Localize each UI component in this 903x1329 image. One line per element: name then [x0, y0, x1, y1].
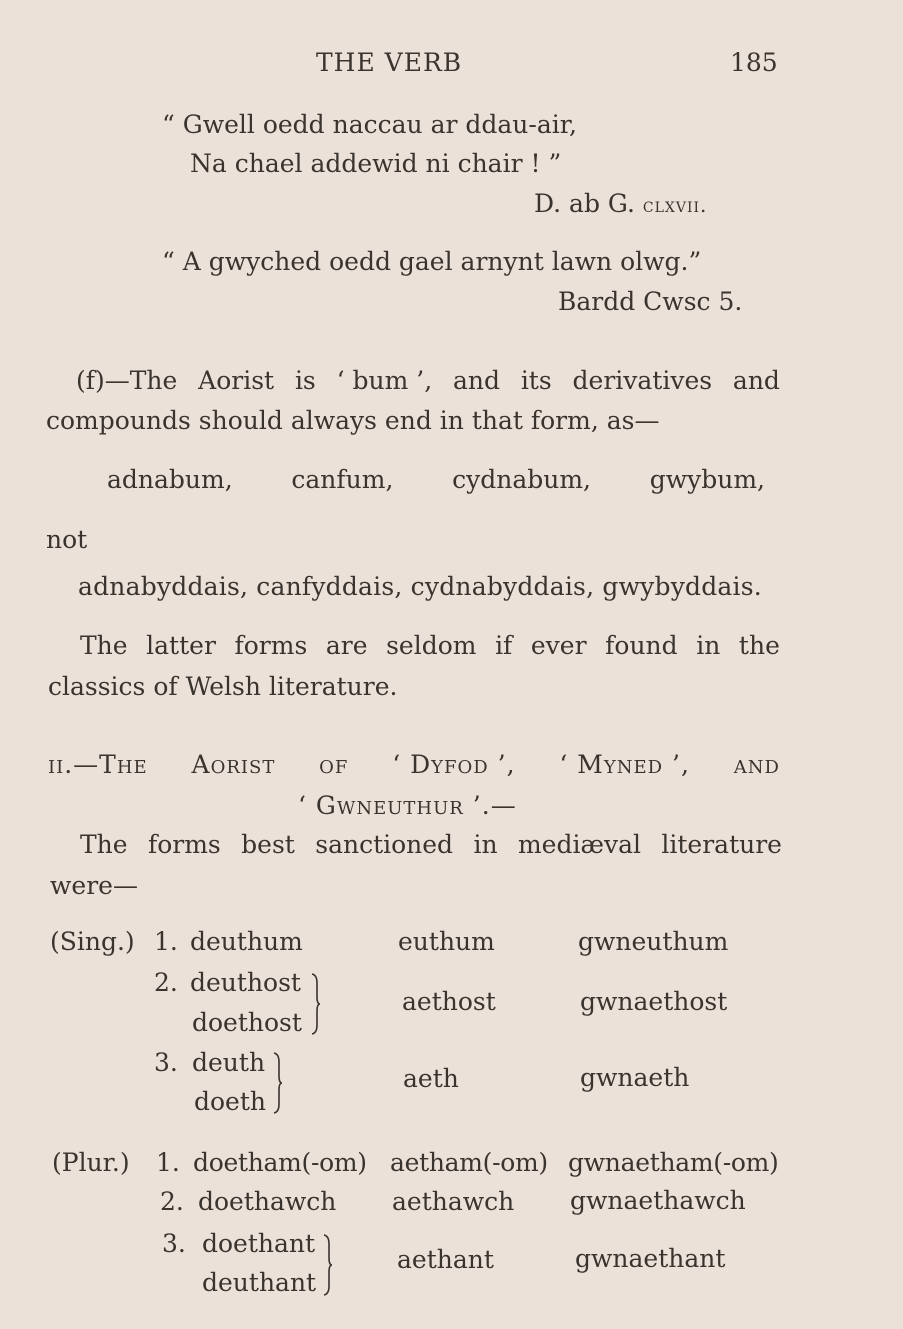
word: (f)—The: [76, 366, 178, 395]
example-word: canfum,: [291, 465, 394, 494]
plural-row3-number: 3.: [162, 1229, 186, 1258]
section-ii-heading-line2: ‘ Gwneuthur ’.—: [298, 791, 517, 820]
word: The: [80, 631, 128, 660]
section-f-para-line2: compounds should always end in that form, as—: [46, 406, 660, 435]
word: is: [294, 366, 316, 395]
singular-row2-myned: aethost: [402, 987, 496, 1016]
singular-row3-myned: aeth: [403, 1064, 459, 1093]
quote1-source-ref: clxvii.: [642, 193, 708, 217]
plural-row1-number: 1.: [156, 1148, 180, 1177]
plural-row1-dyfod: doetham(-om): [193, 1148, 367, 1177]
plural-row3-dyfod-b: deuthant: [202, 1268, 317, 1297]
quote1-line2: Na chael addewid ni chair ! ”: [190, 149, 562, 178]
singular-row3-gwneuthur: gwnaeth: [580, 1063, 690, 1092]
word: The: [80, 830, 128, 859]
word: and: [732, 366, 780, 395]
note-line2: classics of Welsh literature.: [48, 672, 398, 701]
singular-label: (Sing.): [50, 927, 135, 956]
example-word: adnabum,: [107, 465, 233, 494]
word: Aorist: [198, 366, 275, 395]
singular-row2-dyfod-a: deuthost: [190, 968, 301, 997]
word: if: [495, 631, 513, 660]
word: are: [325, 631, 368, 660]
not-label: not: [46, 525, 88, 554]
singular-row3-dyfod-b: doeth: [194, 1087, 266, 1116]
word: in: [696, 631, 721, 660]
plural-label: (Plur.): [52, 1148, 130, 1177]
word: forms: [147, 830, 221, 859]
plural-row3-myned: aethant: [397, 1245, 494, 1274]
quote1-source: [534, 189, 707, 220]
word: literature: [661, 830, 782, 859]
heading-word: Aorist: [191, 750, 276, 779]
running-title: THE VERB: [316, 48, 463, 77]
page-number: 185: [730, 48, 778, 77]
plural-row1-gwneuthur: gwnaetham(-om): [568, 1148, 779, 1177]
word: forms: [234, 631, 308, 660]
singular-row2-gwneuthur: gwnaethost: [580, 987, 728, 1016]
singular-row1-gwneuthur: gwneuthum: [578, 927, 729, 956]
heading-word: ‘ Myned ’,: [559, 750, 690, 779]
brace-icon: [311, 973, 321, 1035]
example-word: gwybum,: [649, 465, 765, 494]
heading-word: ii.—The: [48, 750, 148, 779]
examples-row: [107, 465, 765, 495]
singular-row2-number: 2.: [154, 968, 178, 997]
plural-row1-myned: aetham(-om): [390, 1148, 548, 1177]
counter-examples: adnabyddais, canfyddais, cydnabyddais, gwybyddais.: [78, 572, 762, 601]
word: latter: [146, 631, 216, 660]
example-word: cydnabum,: [452, 465, 591, 494]
singular-row3-number: 3.: [154, 1048, 178, 1077]
word: ever: [530, 631, 587, 660]
intro-line2: were—: [50, 871, 138, 900]
singular-row3-dyfod-a: deuth: [192, 1048, 266, 1077]
heading-word: ‘ Dyfod ’,: [392, 750, 516, 779]
plural-row2-myned: aethawch: [392, 1187, 515, 1216]
word: in: [473, 830, 498, 859]
singular-row1-number: 1.: [154, 927, 178, 956]
brace-icon: [323, 1234, 333, 1296]
heading-word: of: [319, 750, 349, 779]
word: sanctioned: [315, 830, 454, 859]
plural-row2-number: 2.: [160, 1187, 184, 1216]
singular-row1-myned: euthum: [398, 927, 495, 956]
singular-row2-dyfod-b: doethost: [192, 1008, 302, 1037]
plural-row2-dyfod: doethawch: [198, 1187, 337, 1216]
word: seldom: [386, 631, 477, 660]
section-f-para-line1: [76, 366, 780, 396]
word: ‘ bum ’,: [336, 366, 433, 395]
word: best: [241, 830, 295, 859]
intro-line1: [80, 830, 782, 860]
plural-row2-gwneuthur: gwnaethawch: [570, 1186, 746, 1215]
quote1-line1: “ Gwell oedd naccau ar ddau-air,: [162, 110, 577, 139]
word: its: [520, 366, 552, 395]
word: the: [738, 631, 780, 660]
section-ii-heading-line1: [48, 750, 780, 780]
word: mediæval: [517, 830, 641, 859]
word: and: [452, 366, 500, 395]
note-line1: [80, 631, 780, 661]
quote2-source: Bardd Cwsc 5.: [558, 287, 743, 316]
quote1-source-name: D. ab G.: [534, 189, 635, 218]
word: derivatives: [572, 366, 713, 395]
word: found: [605, 631, 678, 660]
quote2-line1: “ A gwyched oedd gael arnynt lawn olwg.”: [162, 247, 702, 276]
heading-word: and: [733, 750, 780, 779]
plural-row3-gwneuthur: gwnaethant: [575, 1244, 726, 1273]
plural-row3-dyfod-a: doethant: [202, 1229, 316, 1258]
brace-icon: [273, 1052, 283, 1114]
singular-row1-dyfod: deuthum: [190, 927, 303, 956]
